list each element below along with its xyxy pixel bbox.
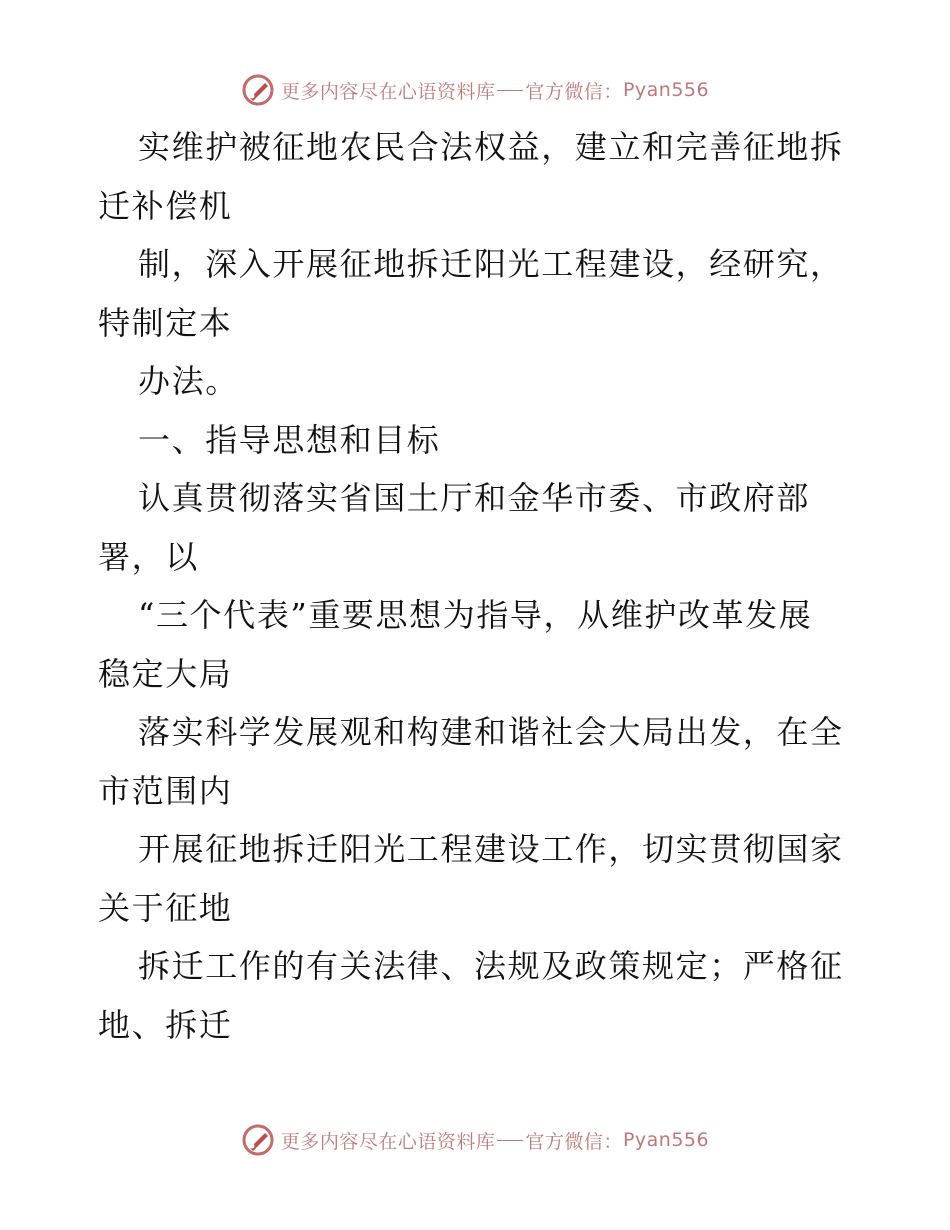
paragraph-4	[98, 469, 858, 586]
paragraph-line: 开展征地拆迁阳光工程建设工作，切实贯彻国家	[138, 830, 844, 868]
footer-wechat-id: Pyan556	[622, 1129, 710, 1151]
pen-logo-icon	[241, 73, 275, 107]
header-wechat-id: Pyan556	[622, 79, 710, 101]
paragraph-line: 落实科学发展观和构建和谐社会大局出发，在全	[138, 713, 844, 751]
paragraph-6	[98, 703, 858, 820]
footer-site-text: 更多内容尽在心语资料库	[280, 1130, 496, 1153]
header-wechat-label: 官方微信：	[525, 80, 623, 103]
paragraph-2	[98, 235, 858, 352]
paragraph-wrap-line: 署，以	[98, 537, 199, 576]
paragraph-1	[98, 118, 858, 235]
paragraph-wrap-line: 市范围内	[98, 771, 233, 810]
paragraph-line: 拆迁工作的有关法律、法规及政策规定；严格征	[138, 947, 844, 985]
paragraph-wrap-line: 关于征地	[98, 888, 233, 927]
paragraph-7	[98, 820, 858, 937]
header-separator	[497, 90, 523, 91]
paragraph-wrap-line: 特制定本	[98, 303, 233, 342]
paragraph-line: 认真贯彻落实省国土厅和金华市委、市政府部	[138, 479, 811, 517]
paragraph-line: 制，深入开展征地拆迁阳光工程建设，经研究，	[138, 245, 844, 283]
footer-watermark	[0, 1120, 950, 1160]
header-watermark	[0, 70, 950, 110]
footer-separator	[497, 1140, 523, 1141]
document-body	[98, 118, 858, 1054]
section-heading-1	[98, 411, 858, 470]
pen-logo-icon	[241, 1123, 275, 1157]
paragraph-wrap-line: 迁补偿机	[98, 186, 233, 225]
paragraph-line: “三个代表”重要思想为指导，从维护改革发展	[138, 596, 813, 634]
header-site-text: 更多内容尽在心语资料库	[280, 80, 496, 103]
paragraph-8	[98, 937, 858, 1054]
paragraph-line: 办法。	[138, 362, 239, 400]
paragraph-3	[98, 352, 858, 411]
footer-wechat-label: 官方微信：	[525, 1130, 623, 1153]
paragraph-wrap-line: 稳定大局	[98, 654, 233, 693]
paragraph-line: 实维护被征地农民合法权益，建立和完善征地拆	[138, 128, 844, 166]
section-heading: 一、指导思想和目标	[138, 420, 441, 459]
paragraph-wrap-line: 地、拆迁	[98, 1005, 233, 1044]
paragraph-5	[98, 586, 858, 703]
